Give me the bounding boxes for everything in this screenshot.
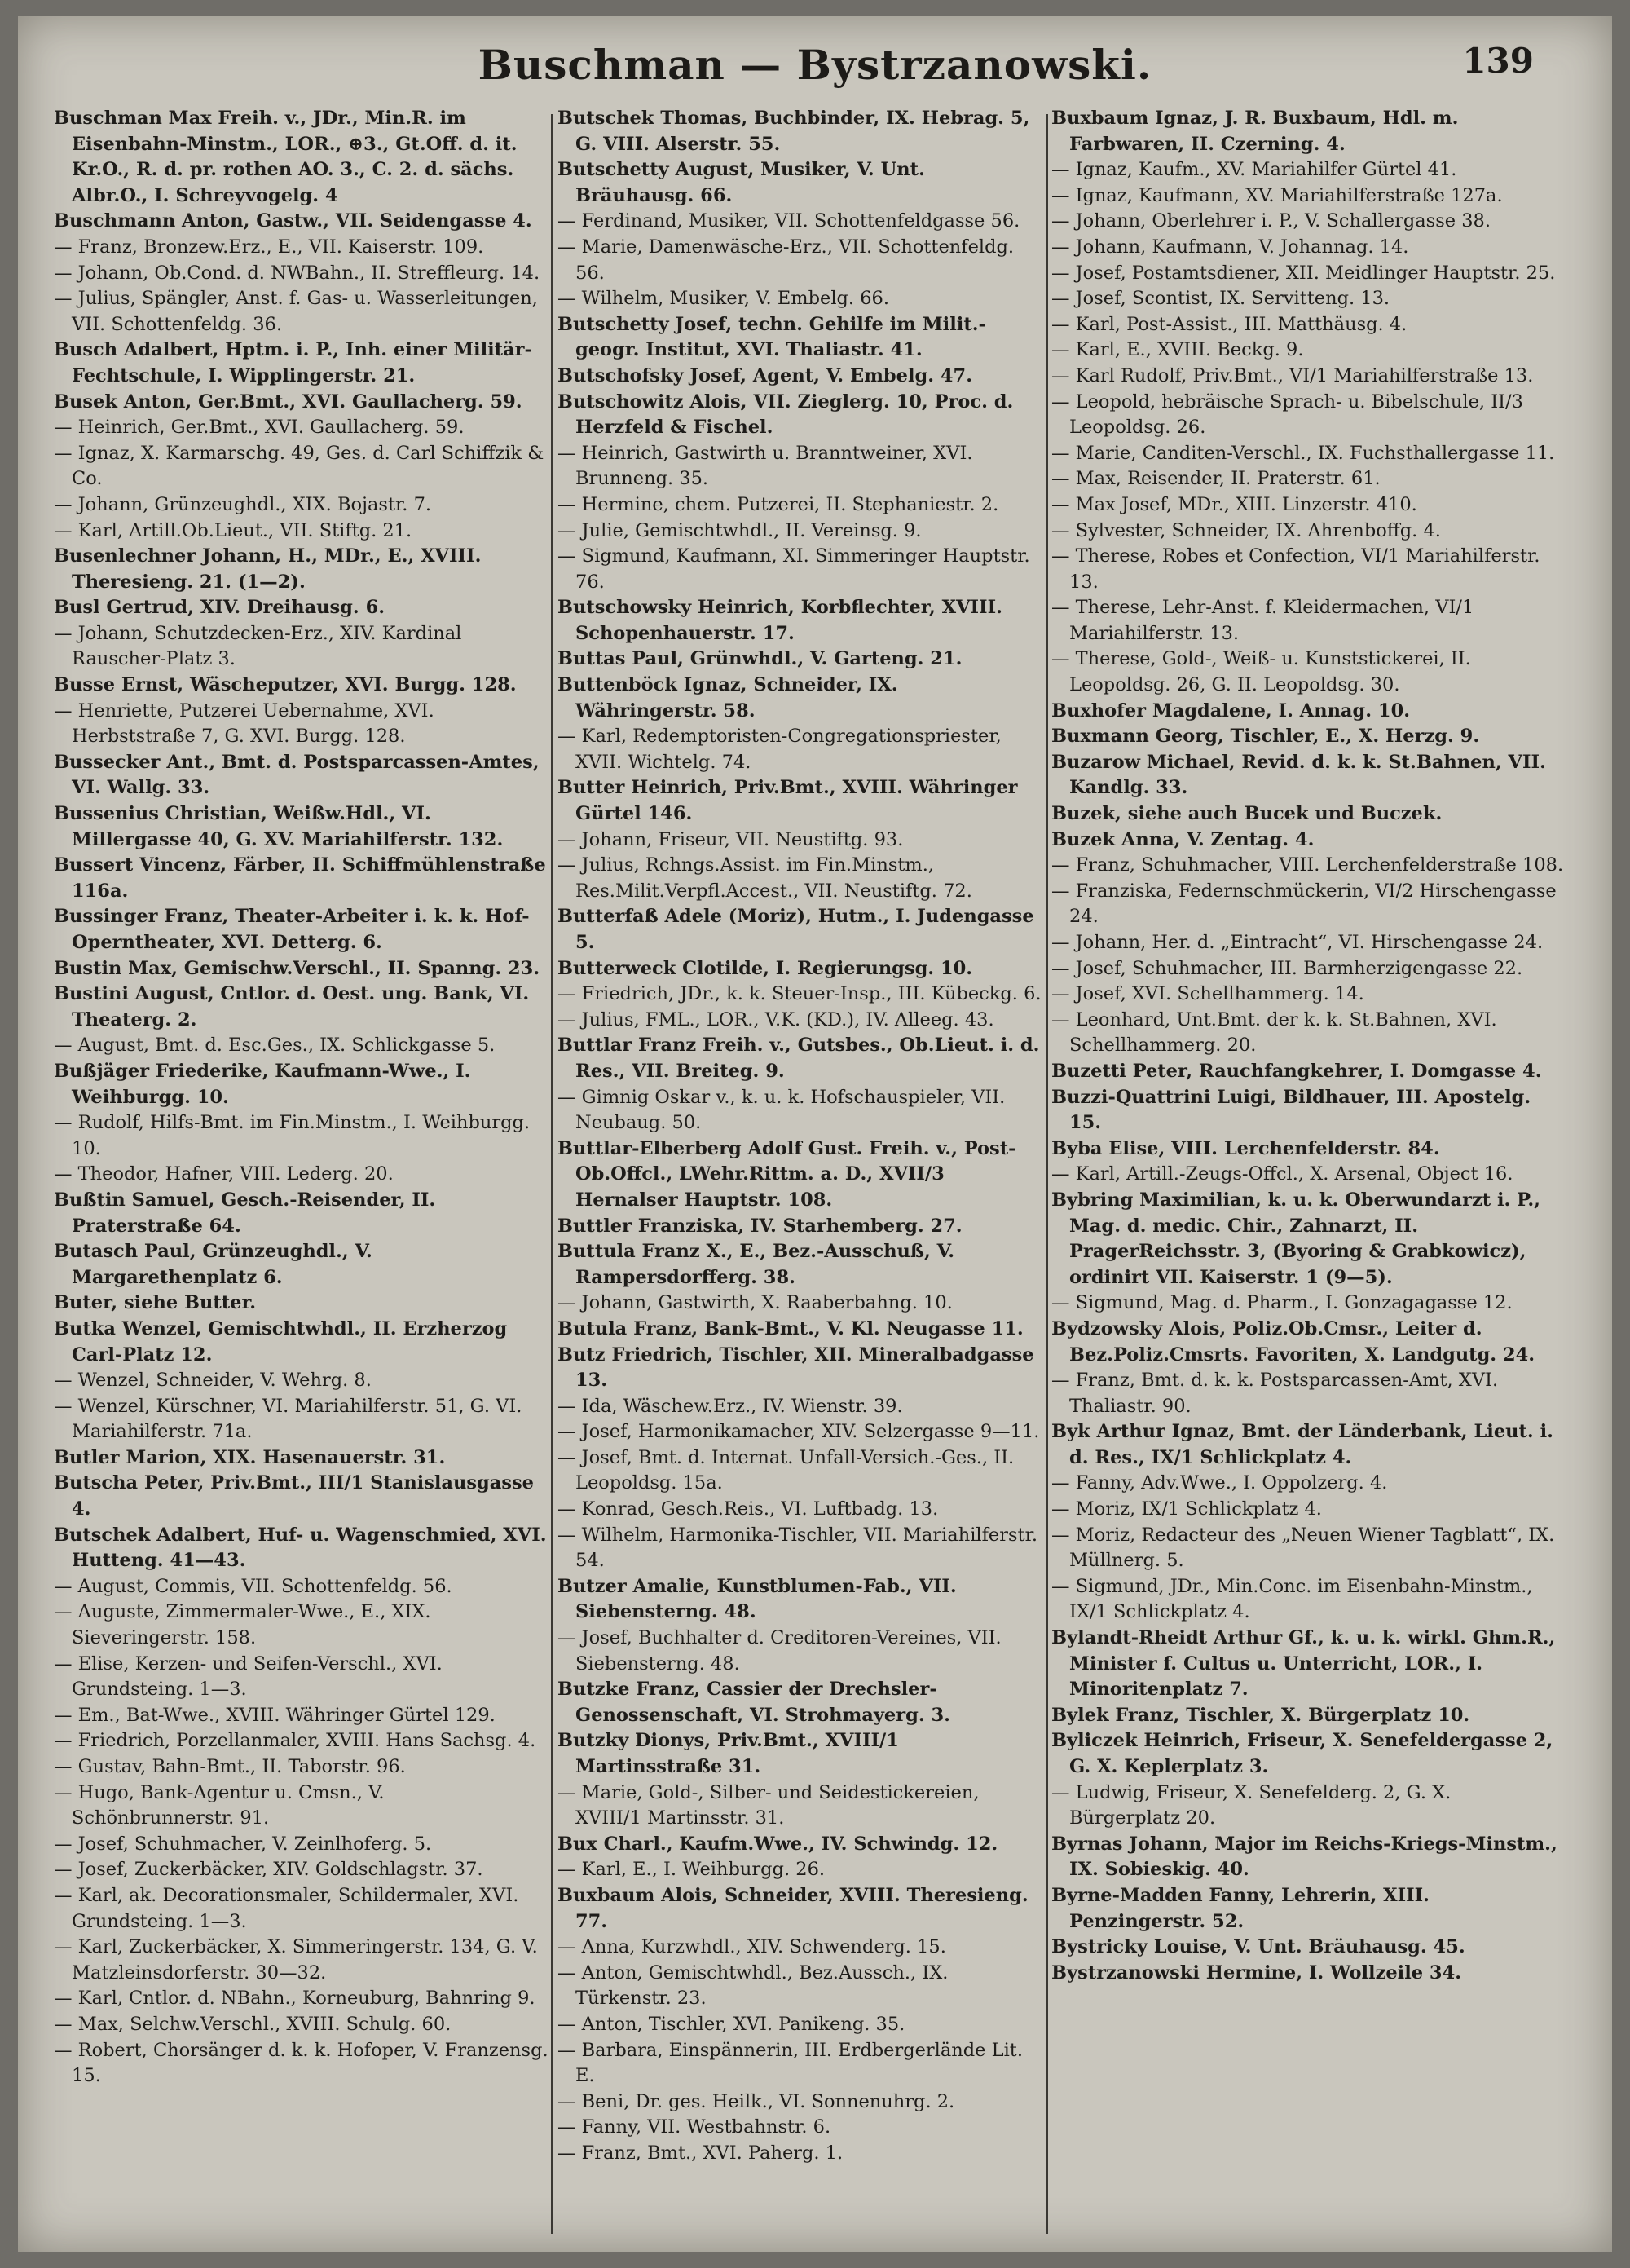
directory-entry: — Wenzel, Schneider, V. Wehrg. 8. [54,1370,372,1392]
directory-entry: — Hugo, Bank-Agentur u. Cmsn., V. Schönbrunnerstr. 91. [54,1781,385,1829]
directory-entry: — Fanny, VII. Westbahnstr. 6. [557,2116,831,2138]
directory-entry: — Anna, Kurzwhdl., XIV. Schwenderg. 15. [557,1936,946,1958]
directory-entry: — Julius, Spängler, Anst. f. Gas- u. Wasserleitungen, VII. Schottenfeldg. 36. [54,288,538,335]
directory-entry: Bustin Max, Gemischw.Verschl., II. Spanng. 23. [54,957,540,979]
directory-entry: Butzer Amalie, Kunstblumen-Fab., VII. Siebensterng. 48. [557,1575,957,1623]
directory-entry: Bylandt-Rheidt Arthur Gf., k. u. k. wirkl. Ghm.R., Minister f. Cultus u. Unterricht, LOR., I. Minoritenplatz 7. [1051,1627,1556,1701]
directory-entry: — Friedrich, Porzellanmaler, XVIII. Hans Sachsg. 4. [54,1730,536,1752]
column-divider [551,114,553,2234]
directory-entry: Buschman Max Freih. v., JDr., Min.R. im Eisenbahn-Minstm., LOR., ⊕3., Gt.Off. d. it. Kr.O., R. d. pr. rothen AO. 3., C. 2. d. sächs. Albr.O., I. Schreyvogelg. 4 [54,108,518,206]
directory-entry: — Anton, Gemischtwhdl., Bez.Aussch., IX. Türkenstr. 23. [557,1961,949,2010]
directory-entry: Bussert Vincenz, Färber, II. Schiffmühlenstraße 116a. [54,854,546,902]
directory-entry: — Josef, Bmt. d. Internat. Unfall-Versich.-Ges., II. Leopoldsg. 15a. [557,1446,1015,1494]
directory-entry: — Sylvester, Schneider, IX. Ahrenboffg. 4. [1051,519,1441,541]
directory-entry: Bybring Maximilian, k. u. k. Oberwundarzt i. P., Mag. d. medic. Chir., Zahnarzt, II. PragerReichsstr. 3, (Byoring & Grabkowicz), ordinirt VII. Kaiserstr. 1 (9—5). [1051,1189,1541,1288]
directory-entry: — Karl, Post-Assist., III. Matthäusg. 4. [1051,313,1408,335]
page-header [18,41,1612,106]
directory-entry: — Johann, Her. d. „Eintracht“, VI. Hirschengasse 24. [1051,932,1544,953]
directory-entry: — Elise, Kerzen- und Seifen-Verschl., XVI. Grundsteing. 1—3. [54,1652,443,1701]
directory-entry: — Franziska, Federnschmückerin, VI/2 Hirschengasse 24. [1051,880,1557,928]
directory-entry: Buttlar-Elberberg Adolf Gust. Freih. v., Post-Ob.Offcl., LWehr.Rittm. a. D., XVII/3 Hernalser Hauptstr. 108. [557,1137,1016,1211]
directory-entry: — Johann, Grünzeughdl., XIX. Bojastr. 7. [54,493,432,515]
directory-entry: Butler Marion, XIX. Hasenauerstr. 31. [54,1446,446,1468]
directory-entry: — Johann, Oberlehrer i. P., V. Schallergasse 38. [1051,210,1491,232]
directory-entry: — Karl, E., I. Weihburgg. 26. [557,1859,826,1881]
column-divider [1046,114,1048,2234]
directory-entry: Butter Heinrich, Priv.Bmt., XVIII. Währinger Gürtel 146. [557,777,1018,825]
directory-entry: Byrne-Madden Fanny, Lehrerin, XIII. Penzingerstr. 52. [1051,1884,1430,1932]
directory-entry: — Josef, Buchhalter d. Creditoren-Vereines, VII. Siebensterng. 48. [557,1627,1002,1675]
directory-entry: Buxhofer Magdalene, I. Annag. 10. [1051,699,1411,721]
directory-entry: Butz Friedrich, Tischler, XII. Mineralbadgasse 13. [557,1344,1034,1392]
directory-entry: — Therese, Lehr-Anst. f. Kleidermachen, VI/1 Mariahilferstr. 13. [1051,597,1474,644]
directory-entry: Bußjäger Friederike, Kaufmann-Wwe., I. Weihburgg. 10. [54,1060,471,1108]
directory-entry: — Julie, Gemischtwhdl., II. Vereinsg. 9. [557,519,922,541]
directory-entry: Butzke Franz, Cassier der Drechsler-Genossenschaft, VI. Strohmayerg. 3. [557,1679,950,1726]
directory-entry: — Konrad, Gesch.Reis., VI. Luftbadg. 13. [557,1498,939,1520]
directory-entry: — Karl Rudolf, Priv.Bmt., VI/1 Mariahilferstraße 13. [1051,364,1534,386]
column-right [1051,106,1566,2238]
directory-entry: Bydzowsky Alois, Poliz.Ob.Cmsr., Leiter d. Bez.Poliz.Cmsrts. Favoriten, X. Landgutg. 24. [1051,1317,1535,1366]
directory-entry: — Wilhelm, Harmonika-Tischler, VII. Mariahilferstr. 54. [557,1524,1038,1572]
directory-entry: — Karl, ak. Decorationsmaler, Schildermaler, XVI. Grundsteing. 1—3. [54,1884,519,1932]
directory-entry: — Heinrich, Gastwirth u. Branntweiner, XVI. Brunneng. 35. [557,442,973,490]
directory-entry: Bustini August, Cntlor. d. Oest. ung. Bank, VI. Theaterg. 2. [54,983,530,1030]
directory-entry: Buttula Franz X., E., Bez.-Ausschuß, V. Rampersdorfferg. 38. [557,1241,955,1288]
directory-entry: — Theodor, Hafner, VIII. Lederg. 20. [54,1163,394,1185]
directory-entry: Buttlar Franz Freih. v., Gutsbes., Ob.Lieut. i. d. Res., VII. Breiteg. 9. [557,1035,1040,1082]
directory-entry: — Karl, Artill.Ob.Lieut., VII. Stiftg. 21. [54,519,412,541]
directory-entry: — Franz, Bmt., XVI. Paherg. 1. [557,2142,844,2164]
directory-entry: — Gustav, Bahn-Bmt., II. Taborstr. 96. [54,1756,406,1777]
directory-entry: — Karl, Cntlor. d. NBahn., Korneuburg, Bahnring 9. [54,1988,535,2010]
directory-entry: Butka Wenzel, Gemischtwhdl., II. Erzherzog Carl-Platz 12. [54,1317,508,1366]
directory-entry: Bystrzanowski Hermine, I. Wollzeile 34. [1051,1961,1462,1983]
directory-entry: — Marie, Damenwäsche-Erz., VII. Schottenfeldg. 56. [557,236,1015,284]
directory-entry: — Beni, Dr. ges. Heilk., VI. Sonnenuhrg. 2. [557,2090,955,2112]
directory-entry: — Robert, Chorsänger d. k. k. Hofoper, V. Franzensg. 15. [54,2039,548,2087]
directory-entry: Buttas Paul, Grünwhdl., V. Garteng. 21. [557,648,963,670]
directory-entry: Butschetty August, Musiker, V. Unt. Bräuhausg. 66. [557,159,925,206]
directory-entry: Bylek Franz, Tischler, X. Bürgerplatz 10. [1051,1704,1470,1726]
directory-entry: — Auguste, Zimmermaler-Wwe., E., XIX. Sieveringerstr. 158. [54,1601,431,1649]
directory-entry: Byliczek Heinrich, Friseur, X. Senefeldergasse 2, G. X. Keplerplatz 3. [1051,1730,1553,1777]
directory-entry: Buschmann Anton, Gastw., VII. Seidengasse 4. [54,210,532,232]
directory-entry: — Franz, Bmt. d. k. k. Postsparcassen-Amt, XVI. Thaliastr. 90. [1051,1370,1499,1417]
directory-entry: Bystricky Louise, V. Unt. Bräuhausg. 45. [1051,1936,1465,1958]
directory-entry: — Ignaz, X. Karmarschg. 49, Ges. d. Carl Schiffzik & Co. [54,442,544,490]
directory-entry: — Franz, Schuhmacher, VIII. Lerchenfelderstraße 108. [1051,854,1564,876]
directory-entry: — Heinrich, Ger.Bmt., XVI. Gaullacherg. 59. [54,417,465,439]
directory-entry: — Josef, Scontist, IX. Servitteng. 13. [1051,288,1390,310]
directory-entry: Buzek, siehe auch Bucek und Buczek. [1051,803,1443,825]
directory-entry: Butasch Paul, Grünzeughdl., V. Margarethenplatz 6. [54,1241,372,1288]
directory-entry: — Johann, Gastwirth, X. Raaberbahng. 10. [557,1292,953,1314]
directory-entry: — Max, Reisender, II. Praterstr. 61. [1051,468,1381,490]
directory-entry: — August, Commis, VII. Schottenfeldg. 56. [54,1575,452,1597]
directory-entry: Butterweck Clotilde, I. Regierungsg. 10. [557,957,973,979]
directory-entry: — Wenzel, Kürschner, VI. Mariahilferstr. 51, G. VI. Mariahilferstr. 71a. [54,1395,522,1443]
directory-entry: Buxmann Georg, Tischler, E., X. Herzg. 9. [1051,726,1480,748]
directory-entry: — Hermine, chem. Putzerei, II. Stephaniestr. 2. [557,493,999,515]
directory-entry: Butzky Dionys, Priv.Bmt., XVIII/1 Martinsstraße 31. [557,1730,899,1777]
directory-entry: — Leonhard, Unt.Bmt. der k. k. St.Bahnen, XVI. Schellhammerg. 20. [1051,1008,1497,1057]
directory-entry: — Friedrich, JDr., k. k. Steuer-Insp., III. Kübeckg. 6. [557,983,1042,1005]
directory-entry: — Henriette, Putzerei Uebernahme, XVI. Herbststraße 7, G. XVI. Burgg. 128. [54,699,434,748]
directory-entry: Bux Charl., Kaufm.Wwe., IV. Schwindg. 12. [557,1833,998,1855]
directory-entry: — Moriz, IX/1 Schlickplatz 4. [1051,1498,1322,1520]
directory-entry: — Josef, Schuhmacher, V. Zeinlhoferg. 5. [54,1833,432,1855]
directory-entry: — Johann, Schutzdecken-Erz., XIV. Kardinal Rauscher-Platz 3. [54,622,462,670]
directory-entry: — Therese, Robes et Confection, VI/1 Mariahilferstr. 13. [1051,545,1540,593]
directory-entry: — Karl, E., XVIII. Beckg. 9. [1051,339,1304,361]
directory-entry: — Barbara, Einspännerin, III. Erdbergerlände Lit. E. [557,2039,1023,2087]
directory-entry: — Max, Selchw.Verschl., XVIII. Schulg. 60. [54,2013,452,2035]
directory-entry: — Josef, Harmonikamacher, XIV. Selzergasse 9—11. [557,1421,1040,1443]
directory-entry: Busch Adalbert, Hptm. i. P., Inh. einer Militär-Fechtschule, I. Wipplingerstr. 21. [54,339,532,386]
directory-entry: Buzarow Michael, Revid. d. k. k. St.Bahnen, VII. Kandlg. 33. [1051,751,1546,799]
column-middle [557,106,1045,2238]
directory-entry: Bussenius Christian, Weißw.Hdl., VI. Millergasse 40, G. XV. Mariahilferstr. 132. [54,803,504,850]
directory-entry: Bußtin Samuel, Gesch.-Reisender, II. Praterstraße 64. [54,1189,436,1237]
directory-entry: Buttler Franziska, IV. Starhemberg. 27. [557,1215,963,1237]
directory-entry: — Franz, Bronzew.Erz., E., VII. Kaiserstr. 109. [54,236,484,258]
directory-entry: — Leopold, hebräische Sprach- u. Bibelschule, II/3 Leopoldsg. 26. [1051,391,1523,439]
directory-entry: Buzek Anna, V. Zentag. 4. [1051,828,1315,850]
directory-entry: Butschowitz Alois, VII. Zieglerg. 10, Proc. d. Herzfeld & Fischel. [557,391,1014,439]
directory-entry: — Josef, Schuhmacher, III. Barmherzigengasse 22. [1051,957,1523,979]
directory-entry: Butschek Adalbert, Huf- u. Wagenschmied, XVI. Hutteng. 41—43. [54,1524,547,1572]
directory-entry: Byrnas Johann, Major im Reichs-Kriegs-Minstm., IX. Sobieskig. 40. [1051,1833,1557,1881]
directory-entry: Buter, siehe Butter. [54,1292,257,1314]
directory-entry: — Sigmund, Mag. d. Pharm., I. Gonzagagasse 12. [1051,1292,1513,1314]
directory-entry: Buzzi-Quattrini Luigi, Bildhauer, III. Apostelg. 15. [1051,1086,1531,1134]
directory-entry: Butschofsky Josef, Agent, V. Embelg. 47. [557,364,973,386]
directory-entry: — Ignaz, Kaufm., XV. Mariahilfer Gürtel 41. [1051,159,1457,181]
page-number: 139 [1462,41,1534,81]
directory-entry: — Karl, Artill.-Zeugs-Offcl., X. Arsenal, Object 16. [1051,1163,1513,1185]
directory-entry: Busl Gertrud, XIV. Dreihausg. 6. [54,597,385,619]
directory-entry: Buttenböck Ignaz, Schneider, IX. Währingerstr. 58. [557,674,898,721]
page-title: Buschman — Bystrzanowski. [478,41,1152,89]
directory-entry: — Johann, Ob.Cond. d. NWBahn., II. Streffleurg. 14. [54,262,540,284]
directory-entry: — Marie, Canditen-Verschl., IX. Fuchsthallergasse 11. [1051,442,1555,464]
directory-entry: — Fanny, Adv.Wwe., I. Oppolzerg. 4. [1051,1472,1388,1494]
directory-entry: — Ludwig, Friseur, X. Senefelderg. 2, G. X. Bürgerplatz 20. [1051,1781,1452,1829]
directory-entry: — Rudolf, Hilfs-Bmt. im Fin.Minstm., I. Weihburgg. 10. [54,1112,531,1159]
directory-entry: Bussecker Ant., Bmt. d. Postsparcassen-Amtes, VI. Wallg. 33. [54,751,540,799]
directory-page [18,16,1612,2252]
directory-entry: Byk Arthur Ignaz, Bmt. der Länderbank, Lieut. i. d. Res., IX/1 Schlickplatz 4. [1051,1421,1553,1468]
directory-entry: Butschowsky Heinrich, Korbflechter, XVIII. Schopenhauerstr. 17. [557,597,1002,644]
directory-entry: — Ignaz, Kaufmann, XV. Mariahilferstraße 127a. [1051,184,1503,206]
directory-entry: Butula Franz, Bank-Bmt., V. Kl. Neugasse 11. [557,1317,1024,1339]
directory-entry: — Anton, Tischler, XVI. Panikeng. 35. [557,2013,905,2035]
directory-entry: Byba Elise, VIII. Lerchenfelderstr. 84. [1051,1137,1440,1159]
directory-entry: — Sigmund, Kaufmann, XI. Simmeringer Hauptstr. 76. [557,545,1030,593]
directory-entry: Buxbaum Alois, Schneider, XVIII. Theresieng. 77. [557,1884,1029,1932]
column-left [54,106,549,2238]
directory-entry: — August, Bmt. d. Esc.Ges., IX. Schlickgasse 5. [54,1035,496,1057]
directory-entry: — Karl, Redemptoristen-Congregationspriester, XVII. Wichtelg. 74. [557,726,1002,773]
directory-entry: Bussinger Franz, Theater-Arbeiter i. k. k. Hof-Operntheater, XVI. Detterg. 6. [54,906,530,953]
directory-entry: — Julius, FML., LOR., V.K. (KD.), IV. Alleeg. 43. [557,1008,994,1030]
directory-entry: — Therese, Gold-, Weiß- u. Kunststickerei, II. Leopoldsg. 26, G. II. Leopoldsg. 30. [1051,648,1471,696]
directory-entry: Busse Ernst, Wäscheputzer, XVI. Burgg. 128. [54,674,517,696]
directory-entry: — Josef, Postamtsdiener, XII. Meidlinger Hauptstr. 25. [1051,262,1556,284]
directory-entry: — Sigmund, JDr., Min.Conc. im Eisenbahn-Minstm., IX/1 Schlickplatz 4. [1051,1575,1533,1623]
directory-entry: — Ferdinand, Musiker, VII. Schottenfeldgasse 56. [557,210,1020,232]
directory-entry: — Em., Bat-Wwe., XVIII. Währinger Gürtel 129. [54,1704,496,1726]
directory-entry: — Max Josef, MDr., XIII. Linzerstr. 410. [1051,493,1417,515]
directory-entry: Butterfaß Adele (Moriz), Hutm., I. Judengasse 5. [557,906,1034,953]
directory-entry: — Josef, Zuckerbäcker, XIV. Goldschlagstr. 37. [54,1859,483,1881]
directory-entry: Buzetti Peter, Rauchfangkehrer, I. Domgasse 4. [1051,1060,1542,1082]
directory-entry: Butschek Thomas, Buchbinder, IX. Hebrag. 5, G. VIII. Alserstr. 55. [557,108,1030,155]
directory-entry: Busek Anton, Ger.Bmt., XVI. Gaullacherg. 59. [54,391,522,413]
directory-entry: — Johann, Friseur, VII. Neustiftg. 93. [557,828,904,850]
directory-entry: Buxbaum Ignaz, J. R. Buxbaum, Hdl. m. Farbwaren, II. Czerning. 4. [1051,108,1459,155]
directory-entry: — Moriz, Redacteur des „Neuen Wiener Tagblatt“, IX. Müllnerg. 5. [1051,1524,1555,1572]
directory-entry: — Julius, Rchngs.Assist. im Fin.Minstm., Res.Milit.Verpfl.Accest., VII. Neustiftg. 72. [557,854,972,902]
directory-entry: — Wilhelm, Musiker, V. Embelg. 66. [557,288,890,310]
directory-entry: — Gimnig Oskar v., k. u. k. Hofschauspieler, VII. Neubaug. 50. [557,1086,1006,1134]
directory-entry: Butscha Peter, Priv.Bmt., III/1 Stanislausgasse 4. [54,1472,534,1520]
directory-entry: — Ida, Wäschew.Erz., IV. Wienstr. 39. [557,1395,903,1417]
directory-entry: — Karl, Zuckerbäcker, X. Simmeringerstr. 134, G. V. Matzleinsdorferstr. 30—32. [54,1936,538,1983]
directory-entry: Butschetty Josef, techn. Gehilfe im Milit.-geogr. Institut, XVI. Thaliastr. 41. [557,313,986,361]
directory-entry: Busenlechner Johann, H., MDr., E., XVIII. Theresieng. 21. (1—2). [54,545,482,593]
directory-entry: — Josef, XVI. Schellhammerg. 14. [1051,983,1364,1005]
directory-entry: — Johann, Kaufmann, V. Johannag. 14. [1051,236,1409,258]
directory-entry: — Marie, Gold-, Silber- und Seidestickereien, XVIII/1 Martinsstr. 31. [557,1781,980,1829]
